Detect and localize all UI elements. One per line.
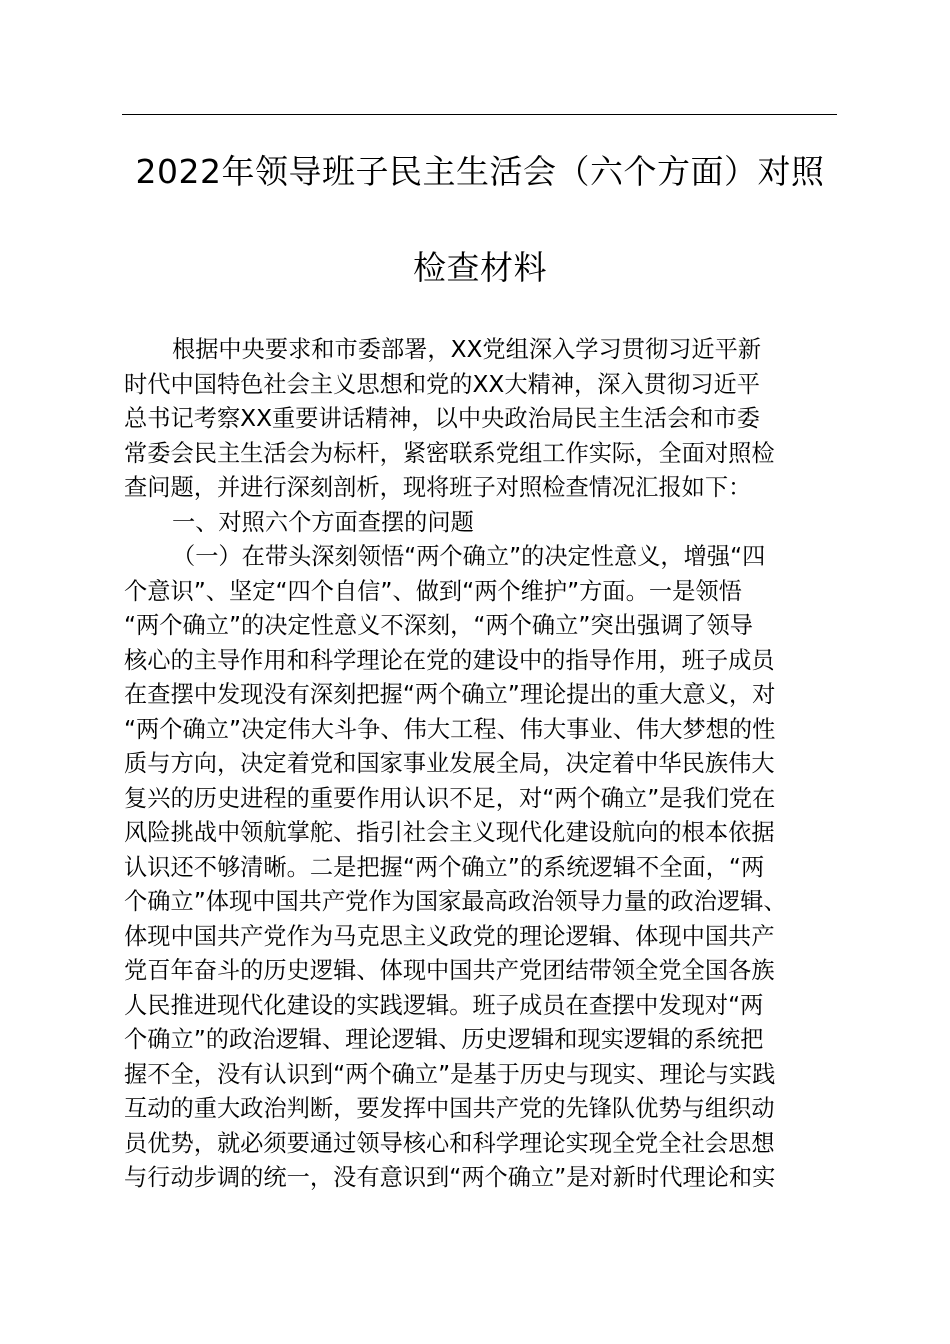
body-text-line: 互动的重大政治判断，要发挥中国共产党的先锋队优势与组织动 xyxy=(124,1095,775,1122)
body-text-line: 一、对照六个方面查摆的问题 xyxy=(172,508,474,536)
document-title-line-1: 2022年领导班子民主生活会（六个方面）对照 xyxy=(135,152,825,191)
body-text-line: 个确立”体现中国共产党作为国家最高政治领导力量的政治逻辑、 xyxy=(124,888,787,915)
body-text-line: “两个确立”决定伟大斗争、伟大工程、伟大事业、伟大梦想的性 xyxy=(124,715,776,743)
document-body xyxy=(124,333,844,1196)
body-text-line: （一）在带头深刻领悟“两个确立”的决定性意义，增强“四 xyxy=(172,543,766,570)
body-text-line: 风险挑战中领航掌舵、指引社会主义现代化建设航向的根本依据 xyxy=(124,819,775,846)
body-text-line: 员优势，就必须要通过领导核心和科学理论实现全党全社会思想 xyxy=(124,1129,775,1157)
body-text-line: 复兴的历史进程的重要作用认识不足，对“两个确立”是我们党在 xyxy=(124,784,776,812)
body-text-line: 党百年奋斗的历史逻辑、体现中国共产党团结带领全党全国各族 xyxy=(124,957,775,984)
body-text-line: 常委会民主生活会为标杆，紧密联系党组工作实际，全面对照检 xyxy=(124,439,775,467)
body-text-line: 握不全，没有认识到“两个确立”是基于历史与现实、理论与实践 xyxy=(124,1060,776,1088)
body-text-line: 个确立”的政治逻辑、理论逻辑、历史逻辑和现实逻辑的系统把 xyxy=(124,1026,764,1053)
body-text-line: 总书记考察XX重要讲话精神，以中央政治局民主生活会和市委 xyxy=(124,405,760,432)
body-text-line: 与行动步调的统一，没有意识到“两个确立”是对新时代理论和实 xyxy=(124,1164,776,1191)
body-text-line: 根据中央要求和市委部署，XX党组深入学习贯彻习近平新 xyxy=(172,336,762,363)
body-text-line: 认识还不够清晰。二是把握“两个确立”的系统逻辑不全面，“两 xyxy=(124,853,765,881)
body-text-line: 质与方向，决定着党和国家事业发展全局，决定着中华民族伟大 xyxy=(124,750,775,777)
body-text-line: “两个确立”的决定性意义不深刻，“两个确立”突出强调了领导 xyxy=(124,612,754,639)
body-text-line: 核心的主导作用和科学理论在党的建设中的指导作用，班子成员 xyxy=(124,646,775,674)
document-title-line-2: 检查材料 xyxy=(413,248,547,287)
body-text-line: 人民推进现代化建设的实践逻辑。班子成员在查摆中发现对“两 xyxy=(124,991,764,1019)
body-text-line: 时代中国特色社会主义思想和党的XX大精神，深入贯彻习近平 xyxy=(124,370,760,398)
body-text-line: 体现中国共产党作为马克思主义政党的理论逻辑、体现中国共产 xyxy=(124,922,775,950)
body-text-line: 个意识”、坚定“四个自信”、做到“两个维护”方面。一是领悟 xyxy=(124,577,742,605)
header-rule xyxy=(122,114,837,115)
body-text-line: 查问题，并进行深刻剖析，现将班子对照检查情况汇报如下： xyxy=(124,474,752,501)
body-text-line: 在查摆中发现没有深刻把握“两个确立”理论提出的重大意义，对 xyxy=(124,681,776,708)
